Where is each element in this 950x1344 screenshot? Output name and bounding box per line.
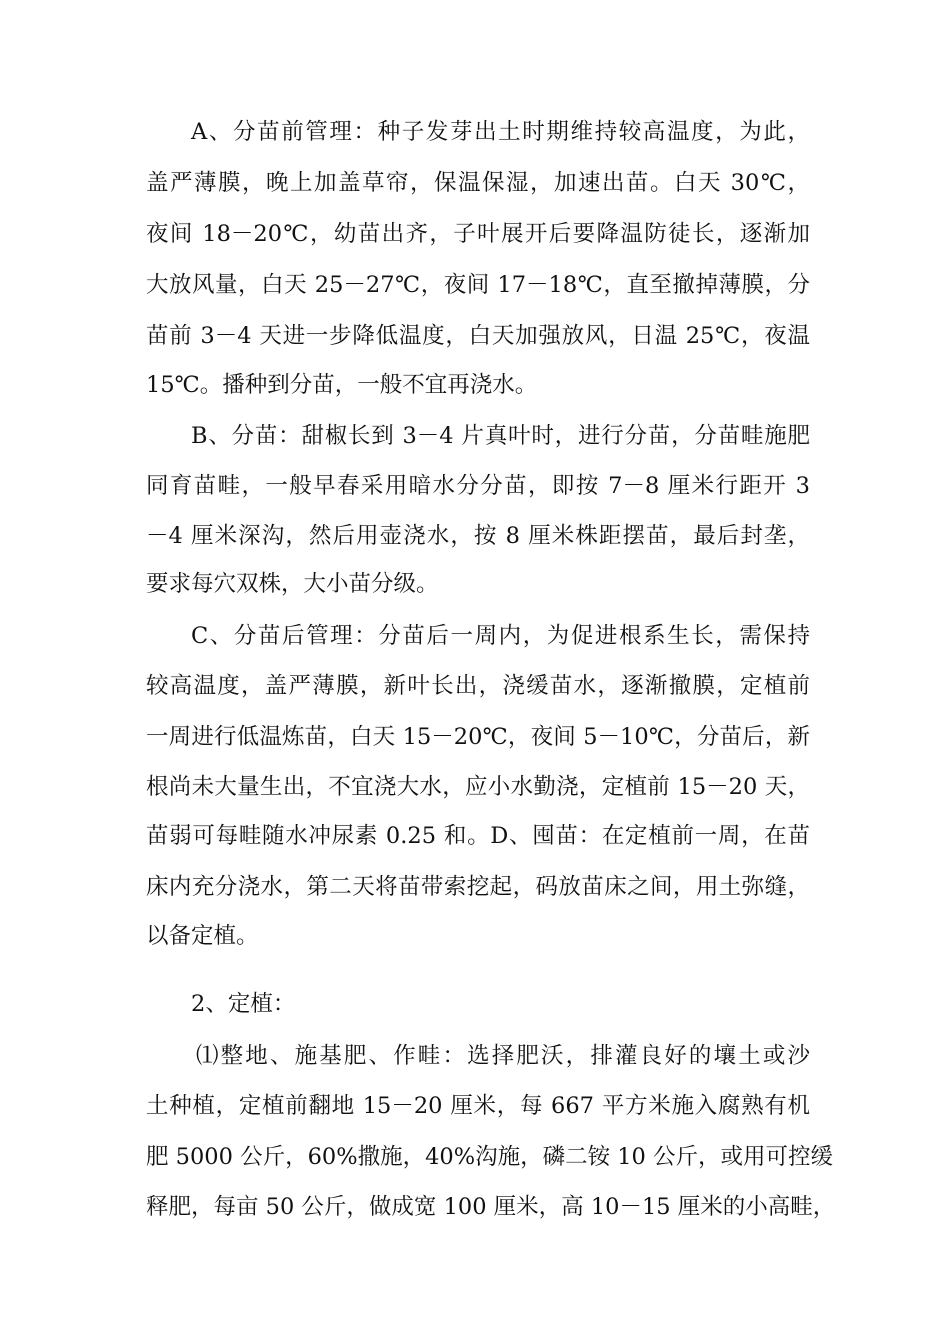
para-a-line-6: 15℃。播种到分苗，一般不宜再浇水。 <box>146 372 538 398</box>
para-c-line-7: 以备定植。 <box>146 923 259 949</box>
para-a-line-5: 苗前 3－4 天进一步降低温度，白天加强放风，日温 25℃，夜温 <box>146 323 810 349</box>
para-a-line-4: 大放风量，白天 25－27℃，夜间 17－18℃，直至撤掉薄膜，分 <box>146 272 810 298</box>
para-c-line-2: 较高温度，盖严薄膜，新叶长出，浇缓苗水，逐渐撤膜，定植前 <box>146 673 810 699</box>
para-a-line-2: 盖严薄膜，晚上加盖草帘，保温保湿，加速出苗。白天 30℃， <box>146 170 810 196</box>
section-heading: 2、定植： <box>191 991 296 1017</box>
para-b-line-3: －4 厘米深沟，然后用壶浇水，按 8 厘米株距摆苗，最后封垄， <box>146 523 810 549</box>
subsection-line-4: 释肥，每亩 50 公斤，做成宽 100 厘米，高 10－15 厘米的小高畦， <box>146 1194 836 1220</box>
subsection-line-2: 土种植，定植前翻地 15－20 厘米，每 667 平方米施入腐熟有机 <box>146 1093 810 1119</box>
para-b-line-1: B、分苗：甜椒长到 3－4 片真叶时，进行分苗，分苗畦施肥 <box>191 423 810 449</box>
subsection-line-3: 肥 5000 公斤，60%撒施，40%沟施，磷二铵 10 公斤，或用可控缓 <box>146 1144 834 1170</box>
para-a-line-3: 夜间 18－20℃，幼苗出齐，子叶展开后要降温防徒长，逐渐加 <box>146 221 810 247</box>
para-c-line-3: 一周进行低温炼苗，白天 15－20℃，夜间 5－10℃，分苗后，新 <box>146 724 810 750</box>
para-b-line-4: 要求每穴双株，大小苗分级。 <box>146 571 439 597</box>
para-c-line-5: 苗弱可每畦随水冲尿素 0.25 和。D、囤苗：在定植前一周，在苗 <box>146 823 810 849</box>
para-b-line-2: 同育苗畦，一般早春采用暗水分分苗，即按 7－8 厘米行距开 3 <box>146 473 810 499</box>
para-c-line-1: C、分苗后管理：分苗后一周内，为促进根系生长，需保持 <box>191 623 810 649</box>
para-a-line-1: A、分苗前管理：种子发芽出土时期维持较高温度，为此， <box>191 119 810 145</box>
para-c-line-4: 根尚未大量生出，不宜浇大水，应小水勤浇，定植前 15－20 天， <box>146 774 810 800</box>
para-c-line-6: 床内充分浇水，第二天将苗带索挖起，码放苗床之间，用土弥缝， <box>146 874 810 900</box>
subsection-line-1: ⑴整地、施基肥、作畦：选择肥沃，排灌良好的壤土或沙 <box>196 1043 810 1069</box>
